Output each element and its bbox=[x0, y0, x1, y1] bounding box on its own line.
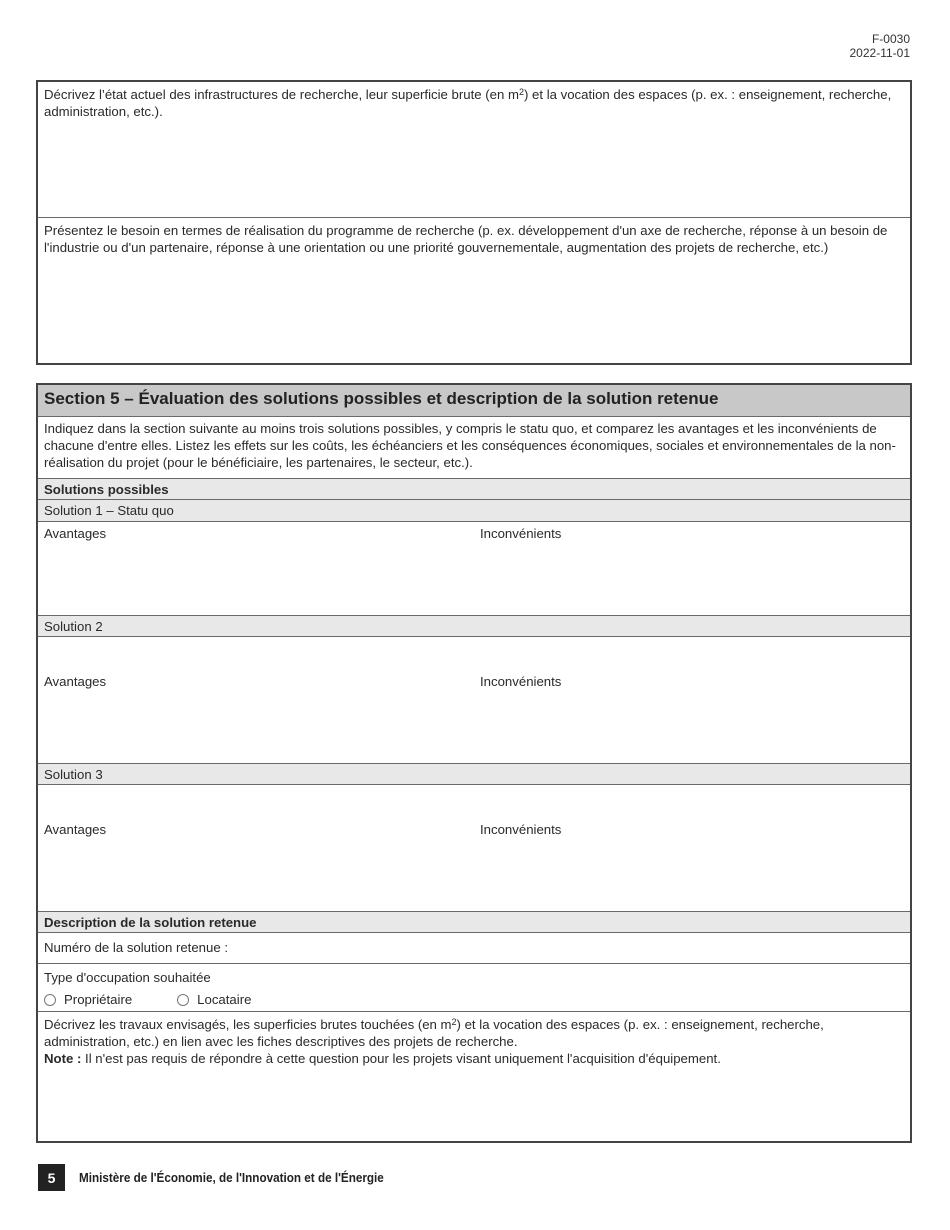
infrastructure-field[interactable] bbox=[38, 82, 910, 217]
solution-2-row bbox=[38, 637, 910, 763]
infrastructure-prompt: Décrivez l’état actuel des infrastructures de recherche, leur superficie brute (en $m^2$) et la vocation des espaces (p. ex. : enseignement, recherche, administration, etc.). bbox=[44, 87, 892, 119]
need-field[interactable] bbox=[38, 217, 910, 363]
works-field[interactable] bbox=[38, 1011, 910, 1148]
form-date: 2022-11-01 bbox=[849, 46, 910, 60]
solution-3-disadvantages-field[interactable]: Inconvénients bbox=[480, 822, 562, 837]
solution-1-title: Solution 1 – Statu quo bbox=[38, 500, 910, 522]
solution-2-title: Solution 2 bbox=[38, 615, 910, 637]
section-title: Section 5 – Évaluation des solutions possibles et description de la solution retenue bbox=[38, 385, 910, 417]
solution-3-title: Solution 3 bbox=[38, 763, 910, 785]
ministry-name: Ministère de l'Économie, de l'Innovation et de l'Énergie bbox=[79, 1170, 384, 1185]
retained-header: Description de la solution retenue bbox=[38, 911, 910, 933]
tenant-radio[interactable] bbox=[177, 994, 189, 1006]
solution-1-disadvantages-field[interactable]: Inconvénients bbox=[480, 526, 562, 541]
solution-1-advantages-field[interactable]: Avantages bbox=[44, 526, 107, 541]
infrastructure-block bbox=[36, 80, 912, 365]
works-prompt: Décrivez les travaux envisagés, les superficies brutes touchées (en $m^2$) et la vocation des espaces (p. ex. : enseignement, recherche, administration, etc.) en lien avec les fiches descriptives des projets de recherche. bbox=[44, 1017, 824, 1049]
form-number: F-0030 bbox=[871, 32, 910, 46]
solution-1-row bbox=[38, 522, 910, 615]
section-5 bbox=[36, 383, 912, 1143]
tenant-label: Locataire bbox=[197, 992, 252, 1007]
occupation-group bbox=[38, 963, 910, 1011]
solution-2-advantages-field[interactable]: Avantages bbox=[44, 674, 107, 689]
solutions-header: Solutions possibles bbox=[38, 478, 910, 500]
solution-3-row bbox=[38, 785, 910, 911]
works-note: Note : Il n'est pas requis de répondre à cette question pour les projets visant uniquement l'acquisition d'équipement. bbox=[44, 1051, 721, 1066]
need-prompt: Présentez le besoin en termes de réalisation du programme de recherche (p. ex. développement d'un axe de recherche, réponse à un besoin de l'industrie ou d'un partenaire, réponse à une orientation ou une priorité gouvernementale, augmentation des projets de recherche, etc.) bbox=[44, 223, 888, 255]
owner-label: Propriétaire bbox=[64, 992, 133, 1007]
occupation-label: Type d'occupation souhaitée bbox=[44, 970, 211, 985]
page-footer bbox=[38, 1164, 418, 1191]
solution-2-disadvantages-field[interactable]: Inconvénients bbox=[480, 674, 562, 689]
page-number: 5 bbox=[38, 1164, 65, 1191]
owner-radio[interactable] bbox=[44, 994, 56, 1006]
section-intro: Indiquez dans la section suivante au moins trois solutions possibles, y compris le statu quo, et comparez les avantages et les inconvénients de chacune d'entre elles. Listez les effets sur les coûts, les échéanciers et les conséquences économiques, sociales et environnementales de la non-réalisation du projet (pour le bénéficiaire, les partenaires, le secteur, etc.). bbox=[44, 421, 896, 470]
form-code bbox=[850, 32, 911, 60]
solution-3-advantages-field[interactable]: Avantages bbox=[44, 822, 107, 837]
retained-number-field[interactable]: Numéro de la solution retenue : bbox=[44, 940, 229, 955]
